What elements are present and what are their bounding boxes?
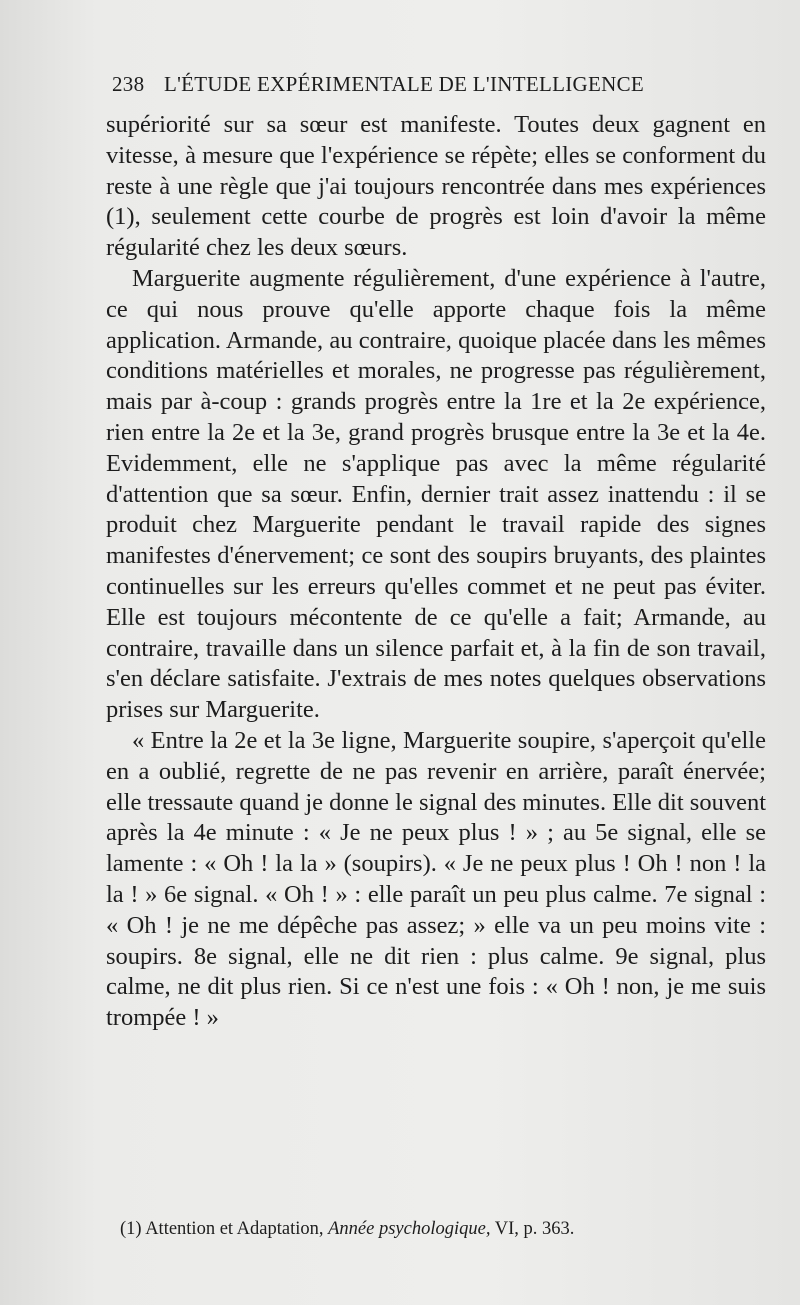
paragraph-observations: « Entre la 2e et la 3e ligne, Marguerite soupire, s'aperçoit qu'elle en a oublié, regrette de ne pas revenir en arrière, paraît énervée; elle tressaute quand je donne le signal des minutes. Elle dit souvent après la 4e minute : « Je ne peux plus ! » ; au 5e signal, elle se lamente : « Oh ! la la » (soupirs). « Je ne peux plus ! Oh ! non ! la la ! » 6e signal. « Oh ! » : elle paraît un peu plus calme. 7e signal : « Oh ! je ne me dépêche pas assez; » elle va un peu moins vite : soupirs. 8e signal, elle ne dit rien : plus calme. 9e signal, plus calme, ne dit plus rien. Si ce n'est une fois : « Oh ! non, je me suis trompée ! » <box>106 726 766 1032</box>
body-text <box>106 110 766 1034</box>
running-title: L'ÉTUDE EXPÉRIMENTALE DE L'INTELLIGENCE <box>163 72 645 96</box>
footnote-text: Attention et Adaptation, <box>145 1219 324 1239</box>
footnote-source: Année psychologique, <box>328 1219 491 1239</box>
page-number: 238 <box>112 72 145 96</box>
footnote <box>120 1219 760 1240</box>
paragraph-continuation: supériorité sur sa sœur est manifeste. Toutes deux gagnent en vitesse, à mesure que l'expérience se répète; elles se conforment du reste à une règle que j'ai toujours rencontrée dans mes expériences (1), seulement cette courbe de progrès est loin d'avoir la même régularité chez les deux sœurs. <box>106 111 766 262</box>
footnote-ref: VI, p. 363. <box>494 1219 575 1239</box>
paragraph-marguerite: Marguerite augmente régulièrement, d'une expérience à l'autre, ce qui nous prouve qu'elle apporte chaque fois la même application. Armande, au contraire, quoique placée dans les mêmes conditions matérielles et morales, ne progresse pas régulièrement, mais par à-coup : grands progrès entre la 1re et la 2e expérience, rien entre la 2e et la 3e, grand progrès brusque entre la 3e et la 4e. Evidemment, elle ne s'applique pas avec la même régularité d'attention que sa sœur. Enfin, dernier trait assez inattendu : il se produit chez Marguerite pendant le travail rapide des signes manifestes d'énervement; ce sont des soupirs bruyants, des plaintes continuelles sur les erreurs qu'elles commet et ne peut pas éviter. Elle est toujours mécontente de ce qu'elle a fait; Armande, au contraire, travaille dans un silence parfait et, à la fin de son travail, s'en déclare satisfaite. J'extrais de mes notes quelques observations prises sur Marguerite. <box>106 264 766 724</box>
running-header <box>112 72 702 97</box>
footnote-marker: (1) <box>120 1219 142 1239</box>
